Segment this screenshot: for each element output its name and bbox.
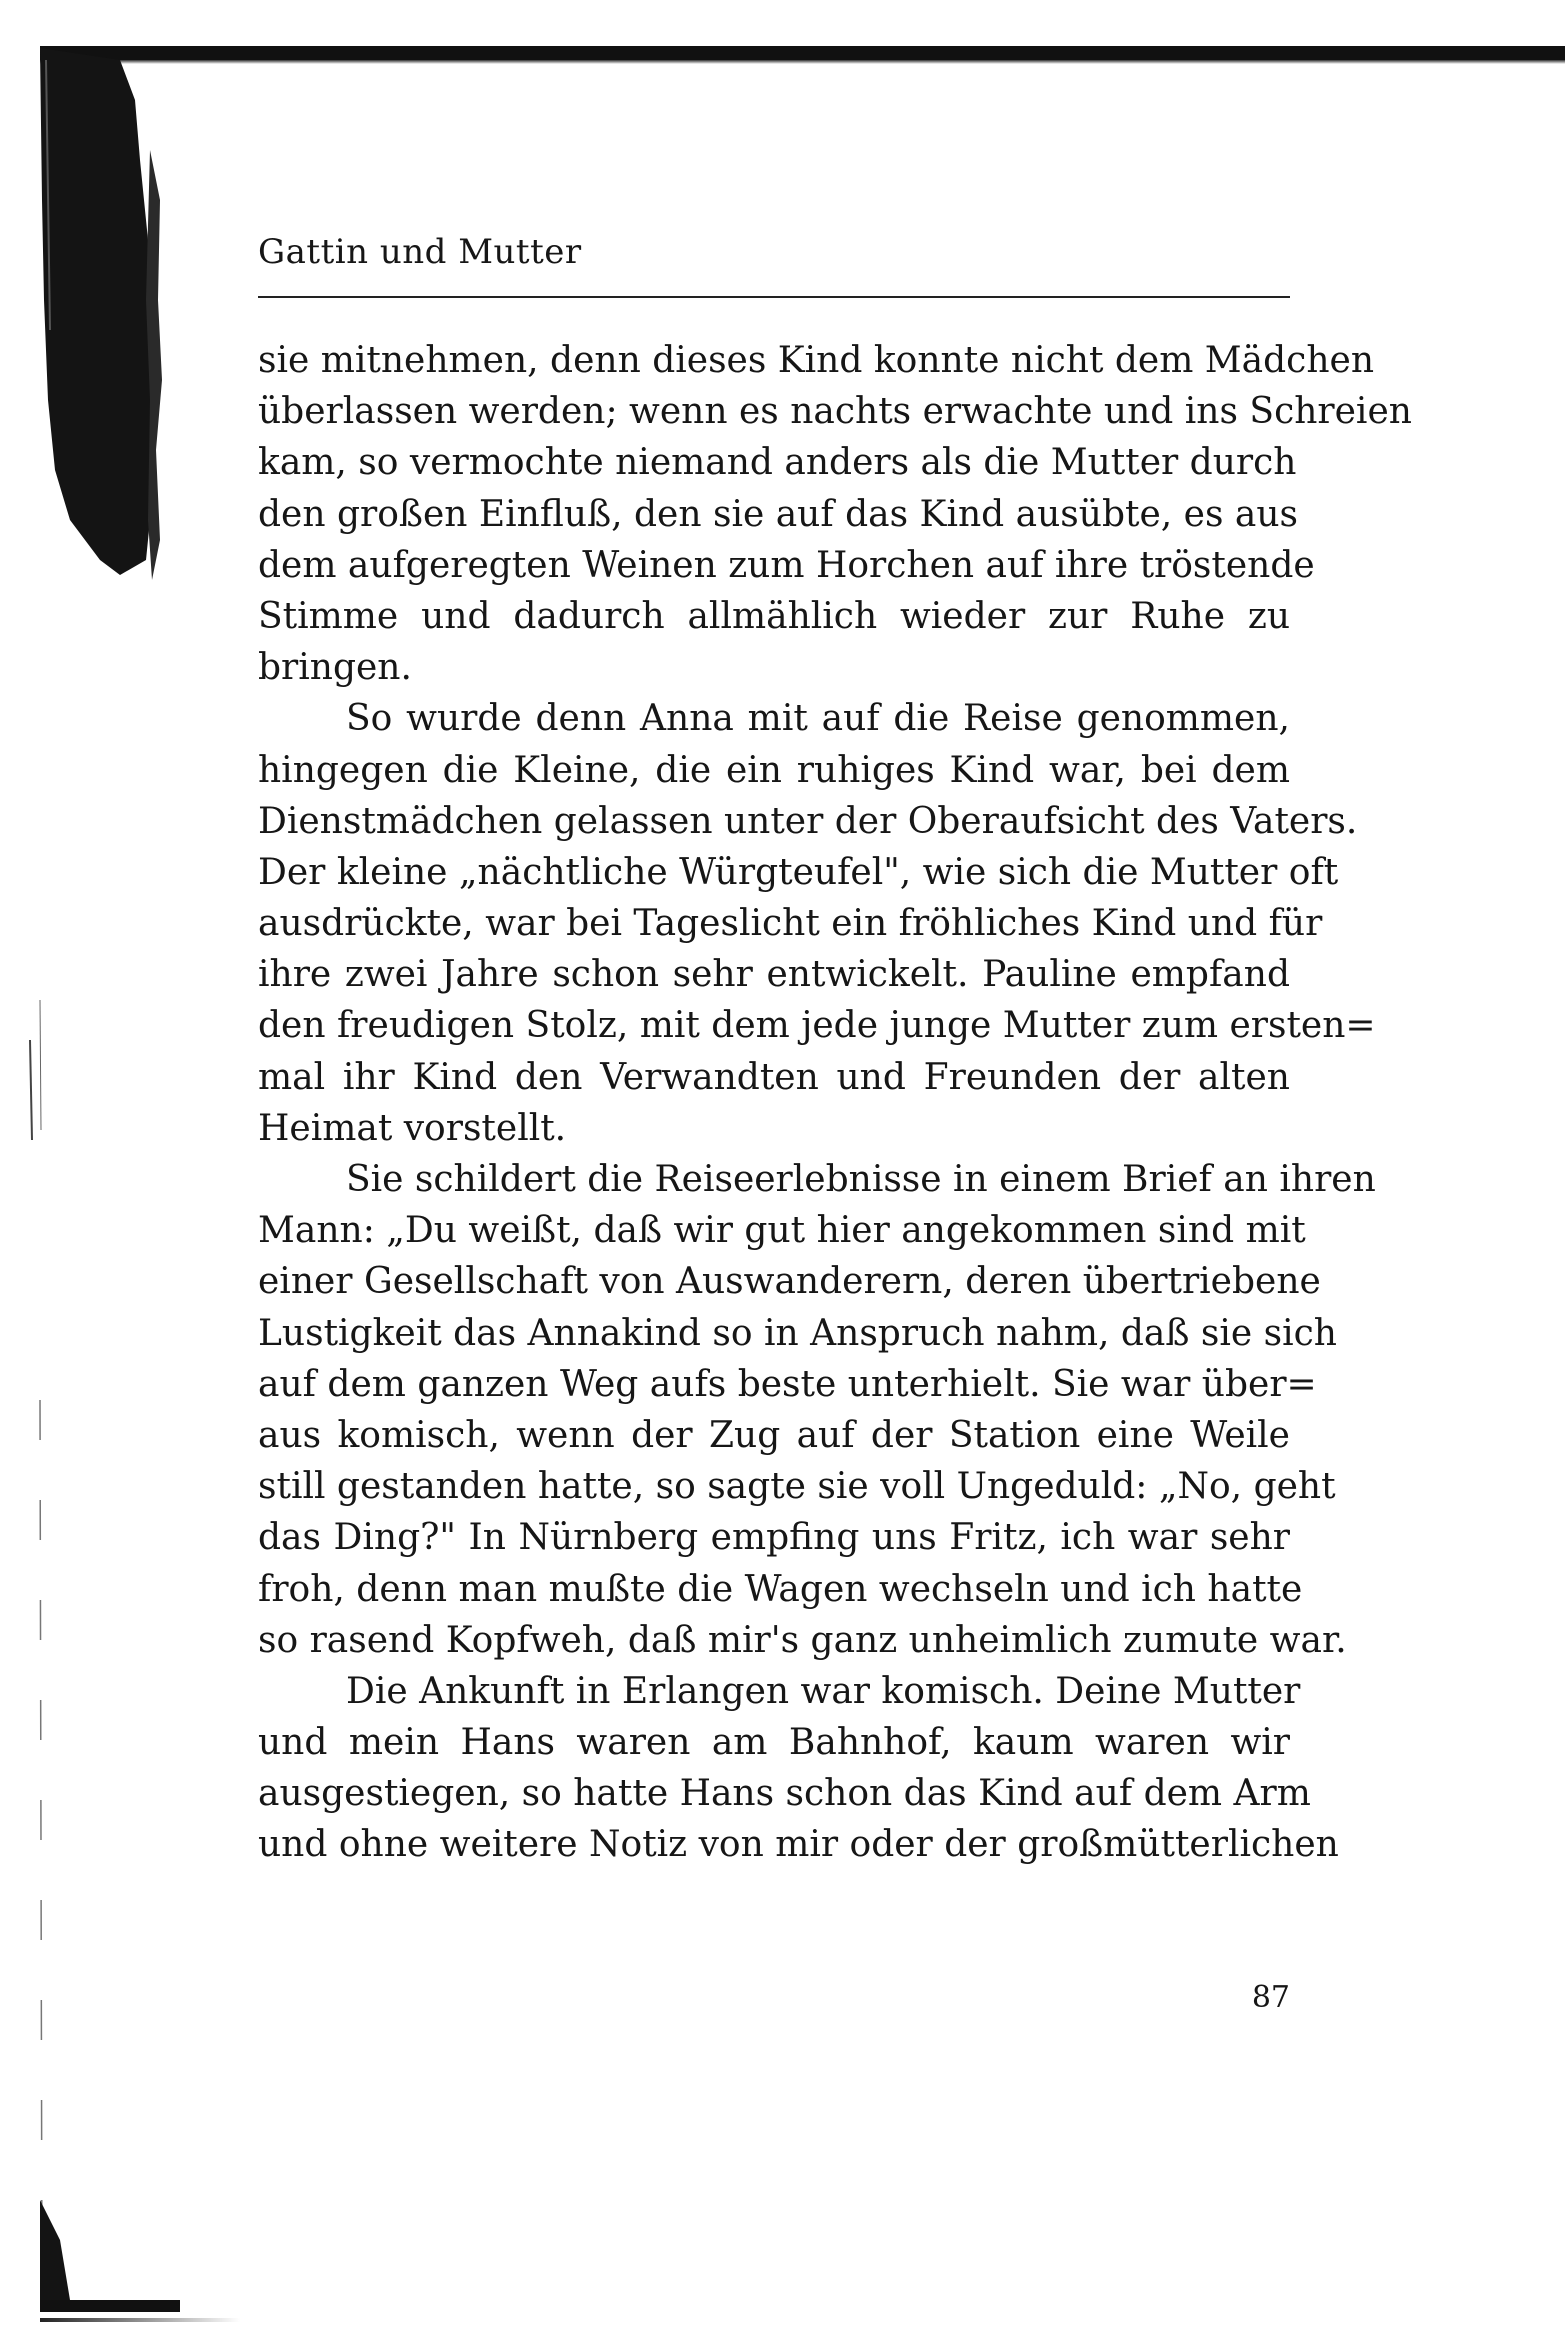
scan-edge-top: [40, 46, 1565, 60]
text-line: dem aufgeregten Weinen zum Horchen auf ihre tröstende: [258, 544, 1315, 586]
text-line: So wurde denn Anna mit auf die Reise genommen,: [346, 698, 1290, 740]
text-line: und ohne weitere Notiz von mir oder der großmütterlichen: [258, 1824, 1339, 1866]
text-line: überlassen werden; wenn es nachts erwachte und ins Schreien: [258, 391, 1412, 433]
text-line: Sie schildert die Reiseerlebnisse in einem Brief an ihren: [346, 1159, 1376, 1200]
text-line: kam, so vermochte niemand anders als die Mutter durch: [258, 442, 1297, 484]
running-head: Gattin und Mutter: [258, 232, 582, 272]
text-line: still gestanden hatte, so sagte sie voll Ungeduld: „No, geht: [258, 1466, 1336, 1508]
text-line: Heimat vorstellt.: [258, 1107, 567, 1149]
text-line: froh, denn man mußte die Wagen wechseln und ich hatte: [258, 1568, 1303, 1610]
scan-spine-shadow: [0, 0, 170, 2347]
text-line: Der kleine „nächtliche Würgteufel", wie sich die Mutter oft: [258, 851, 1339, 893]
text-line: den freudigen Stolz, mit dem jede junge Mutter zum ersten=: [258, 1005, 1376, 1047]
text-line: Mann: „Du weißt, daß wir gut hier angekommen sind mit: [258, 1210, 1306, 1252]
text-line: auf dem ganzen Weg aufs beste unterhielt. Sie war über=: [258, 1363, 1317, 1405]
scan-edge-bottom: [40, 2300, 180, 2312]
text-line: ihre zwei Jahre schon sehr entwickelt. Pauline empfand: [258, 954, 1290, 996]
text-line: Lustigkeit das Annakind so in Anspruch nahm, daß sie sich: [258, 1312, 1337, 1354]
text-line: hingegen die Kleine, die ein ruhiges Kind war, bei dem: [258, 749, 1290, 791]
header-rule: [258, 296, 1290, 298]
text-line: mal ihr Kind den Verwandten und Freunden der alten: [258, 1056, 1290, 1098]
text-line: den großen Einfluß, den sie auf das Kind ausübte, es aus: [258, 493, 1298, 535]
text-line: ausdrückte, war bei Tageslicht ein fröhliches Kind und für: [258, 903, 1323, 945]
scan-edge-bottom-fade: [40, 2318, 240, 2322]
text-line: das Ding?" In Nürnberg empfing uns Fritz, ich war sehr: [258, 1517, 1290, 1559]
text-line: und mein Hans waren am Bahnhof, kaum waren wir: [258, 1722, 1290, 1764]
page-number: 87: [1251, 1980, 1290, 2015]
text-line: Die Ankunft in Erlangen war komisch. Deine Mutter: [346, 1670, 1301, 1712]
text-line: so rasend Kopfweh, daß mir's ganz unheimlich zumute war.: [258, 1619, 1347, 1661]
text-line: ausgestiegen, so hatte Hans schon das Kind auf dem Arm: [258, 1773, 1311, 1815]
text-line: sie mitnehmen, denn dieses Kind konnte nicht dem Mädchen: [258, 340, 1375, 381]
text-line: aus komisch, wenn der Zug auf der Station eine Weile: [258, 1414, 1290, 1456]
body-text: [258, 335, 1412, 1871]
text-line: Dienstmädchen gelassen unter der Oberaufsicht des Vaters.: [258, 800, 1358, 842]
text-line: Stimme und dadurch allmählich wieder zur Ruhe zu: [258, 595, 1290, 637]
text-line: einer Gesellschaft von Auswanderern, deren übertriebene: [258, 1261, 1321, 1303]
text-line: bringen.: [258, 647, 412, 689]
